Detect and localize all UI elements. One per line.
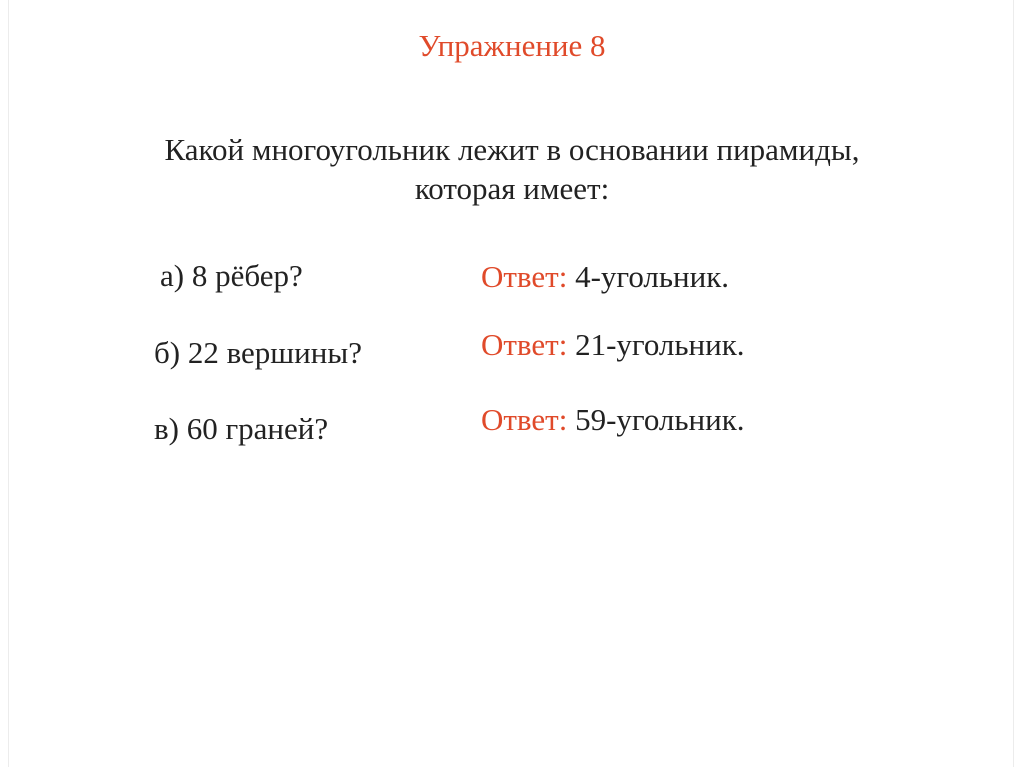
slide-title: Упражнение 8 <box>418 28 606 63</box>
answer-value: 4-угольник. <box>567 259 730 294</box>
question-item-b: б) 22 вершины? <box>154 335 362 370</box>
answer-label: Ответ: <box>481 402 568 437</box>
answer-label: Ответ: <box>481 327 568 362</box>
answer-item-a <box>481 259 729 295</box>
question-text <box>0 130 1024 208</box>
question-line-2: которая имеет: <box>414 171 610 206</box>
answer-item-c <box>481 402 745 438</box>
question-item-a: а) 8 рёбер? <box>160 258 303 293</box>
question-line-1: Какой многоугольник лежит в основании пирамиды, <box>164 132 860 167</box>
slide-border <box>8 0 1014 767</box>
answer-value: 21-угольник. <box>567 327 745 362</box>
question-item-c: в) 60 граней? <box>154 411 329 446</box>
answer-value: 59-угольник. <box>567 402 745 437</box>
answer-label: Ответ: <box>481 259 568 294</box>
answer-item-b <box>481 327 745 363</box>
